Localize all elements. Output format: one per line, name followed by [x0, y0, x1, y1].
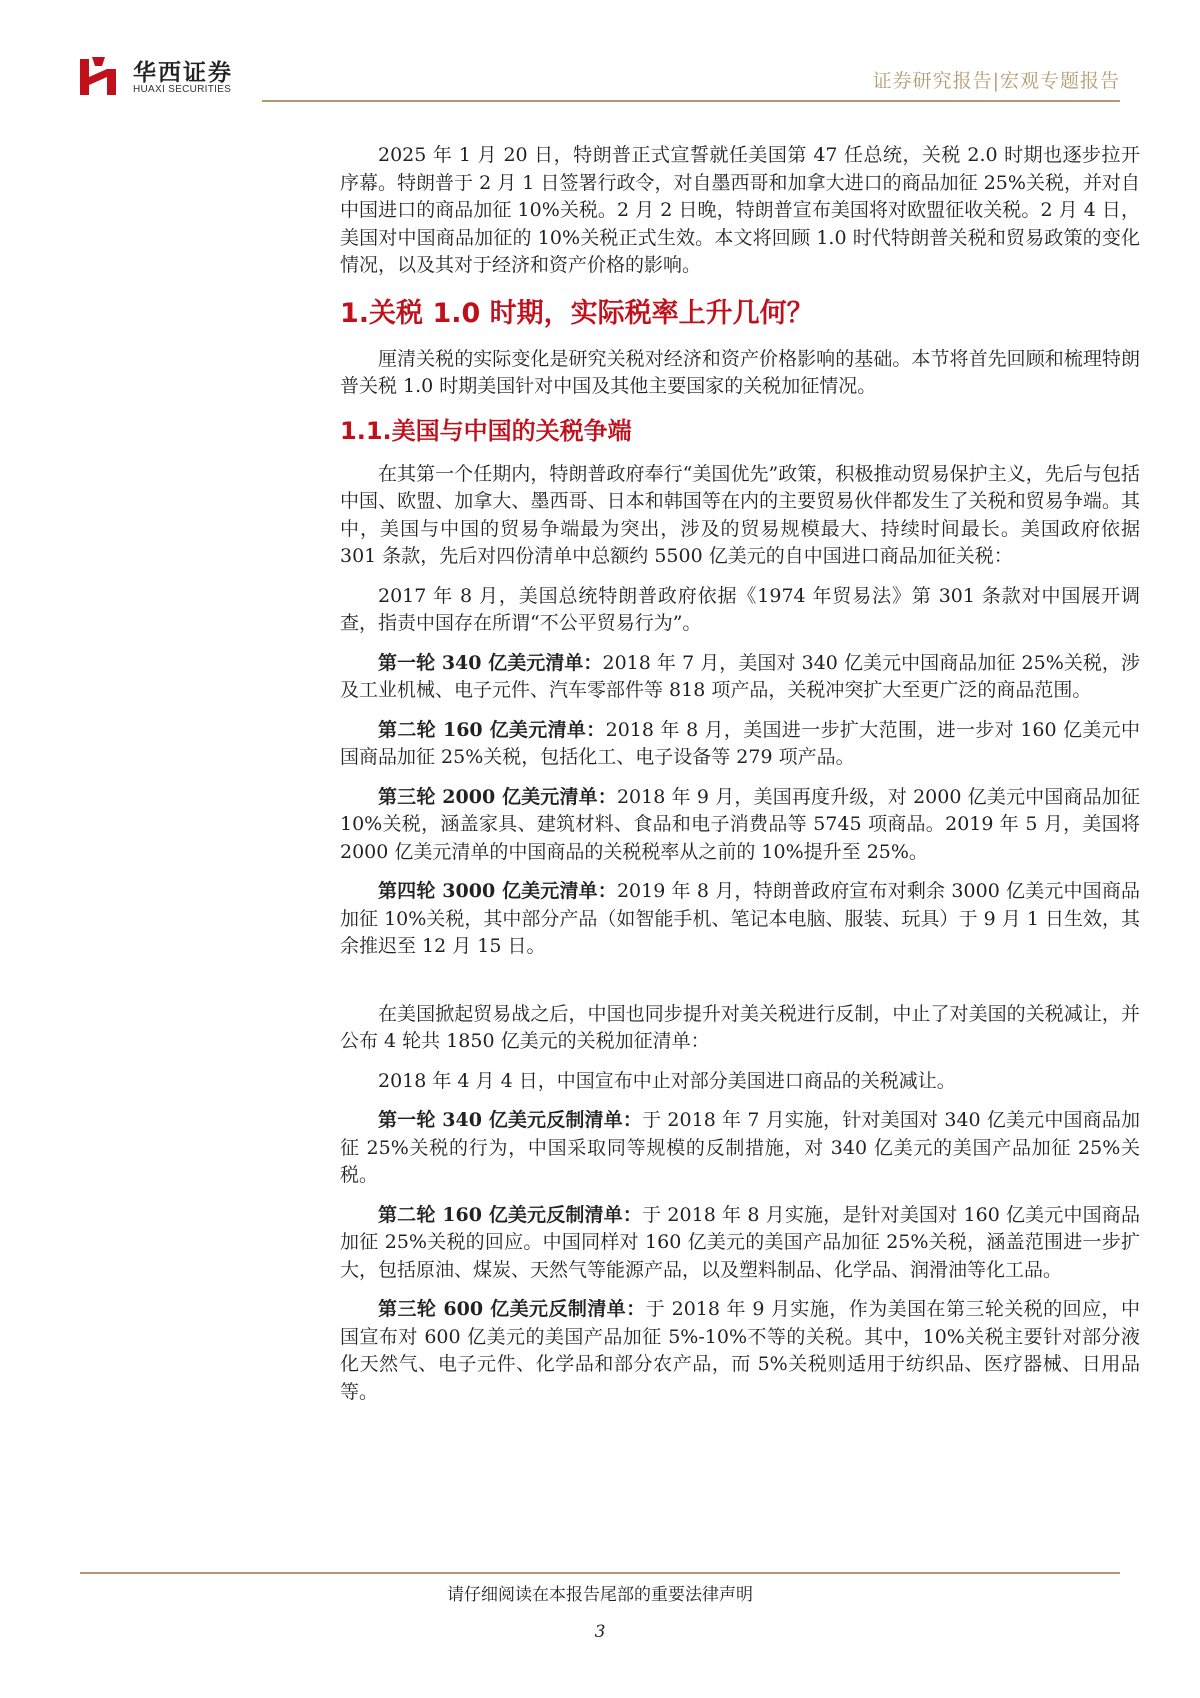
- us-round-3-text: 2018 年 9 月，美国再度升级，对 2000 亿美元中国商品加征 10%关税，涵盖家具、建筑材料、食品和电子消费品等 5745 项商品。2019 年 5 月，美国将 2000 亿美元清单的中国商品的关税税率从之前的 10%提升至 25%。: [340, 785, 1140, 863]
- legal-notice: 请仔细阅读在本报告尾部的重要法律声明: [447, 1585, 753, 1605]
- paragraph-2017: 2017 年 8 月，美国总统特朗普政府依据《1974 年贸易法》第 301 条款对中国展开调查，指责中国存在所谓“不公平贸易行为”。: [340, 584, 1140, 634]
- huaxi-logo-icon: [78, 55, 118, 97]
- cn-round-2-lead: 第二轮 160 亿美元反制清单：: [378, 1203, 643, 1226]
- cn-round-2-text: 于 2018 年 8 月实施，是针对美国对 160 亿美元中国商品加征 25%关税的回应。中国同样对 160 亿美元的美国产品加征 25%关税，涵盖范围进一步扩大，包括原油、煤炭、天然气等能源产品，以及塑料制品、化学品、润滑油等化工品。: [340, 1203, 1140, 1281]
- us-round-1: [340, 650, 1140, 705]
- report-body: [340, 142, 1140, 1406]
- report-type: 证券研究报告|宏观专题报告: [872, 70, 1120, 92]
- cn-round-1-lead: 第一轮 340 亿美元反制清单：: [378, 1109, 643, 1131]
- us-round-2-lead: 第二轮 160 亿美元清单：: [378, 718, 606, 741]
- us-round-1-lead: 第一轮 340 亿美元清单：: [378, 651, 603, 674]
- brand-name-cn: 华西证券: [133, 60, 233, 86]
- us-round-4: [340, 878, 1140, 961]
- us-round-1-text: 2018 年 7 月，美国对 340 亿美元中国商品加征 25%关税，涉及工业机械、电子元件、汽车零部件等 818 项产品，关税冲突扩大至更广泛的商品范围。: [340, 651, 1140, 701]
- brand-name-en: HUAXI SECURITIES: [133, 84, 232, 95]
- cn-round-2: [340, 1202, 1140, 1285]
- section-heading-1: 1.关税 1.0 时期，实际税率上升几何？: [340, 297, 814, 329]
- intro-paragraph: 2025 年 1 月 20 日，特朗普正式宣誓就任美国第 47 任总统，关税 2.0 时期也逐步拉开序幕。特朗普于 2 月 1 日签署行政令，对自墨西哥和加拿大进口的商品加征 25%关税，并对自中国进口的商品加征 10%关税。2 月 2 日晚，特朗普宣布美国将对欧盟征收关税。2 月 4 日，美国对中国商品加征的 10%关税正式生效。本文将回顾 1.0 时代特朗普关税和贸易政策的变化情况，以及其对于经济和资产价格的影响。: [340, 144, 1140, 276]
- cn-round-3-lead: 第三轮 600 亿美元反制清单：: [378, 1298, 646, 1320]
- us-round-3-lead: 第三轮 2000 亿美元清单：: [378, 785, 617, 808]
- subsection-paragraph: 在其第一个任期内，特朗普政府奉行“美国优先”政策，积极推动贸易保护主义，先后与包括中国、欧盟、加拿大、墨西哥、日本和韩国等在内的主要贸易伙伴都发生了关税和贸易争端。其中，美国与中国的贸易争端最为突出，涉及的贸易规模最大、持续时间最长。美国政府依据 301 条款，先后对四份清单中总额约 5500 亿美元的自中国进口商品加征关税：: [340, 462, 1140, 567]
- cn-round-1-text: 于 2018 年 7 月实施，针对美国对 340 亿美元中国商品加征 25%关税的行为，中国采取同等规模的反制措施，对 340 亿美元的美国产品加征 25%关税。: [340, 1109, 1140, 1186]
- cn-round-3: [340, 1296, 1140, 1406]
- paragraph-2018: 2018 年 4 月 4 日，中国宣布中止对部分美国进口商品的关税减让。: [378, 1069, 956, 1092]
- section-1-paragraph: 厘清关税的实际变化是研究关税对经济和资产价格影响的基础。本节将首先回顾和梳理特朗普关税 1.0 时期美国针对中国及其他主要国家的关税加征情况。: [340, 347, 1140, 397]
- page-number: 3: [594, 1622, 606, 1642]
- us-round-4-text: 2019 年 8 月，特朗普政府宣布对剩余 3000 亿美元中国商品加征 10%关税，其中部分产品（如智能手机、笔记本电脑、服装、玩具）于 9 月 1 日生效，其余推迟至 12 月 15 日。: [340, 880, 1140, 957]
- china-response-paragraph: 在美国掀起贸易战之后，中国也同步提升对美关税进行反制，中止了对美国的关税减让，并公布 4 轮共 1850 亿美元的关税加征清单：: [340, 1002, 1140, 1052]
- footer-divider: [80, 1572, 1120, 1574]
- us-round-2: [340, 717, 1140, 772]
- us-round-2-text: 2018 年 8 月，美国进一步扩大范围，进一步对 160 亿美元中国商品加征 25%关税，包括化工、电子设备等 279 项产品。: [340, 718, 1140, 768]
- header-divider: [262, 100, 1120, 102]
- cn-round-1: [340, 1107, 1140, 1190]
- us-round-4-lead: 第四轮 3000 亿美元清单：: [378, 880, 617, 902]
- page-header: [0, 0, 1200, 108]
- subsection-heading-1-1: 1.1.美国与中国的关税争端: [340, 416, 632, 445]
- cn-round-3-text: 于 2018 年 9 月实施，作为美国在第三轮关税的回应，中国宣布对 600 亿美元的美国产品加征 5%-10%不等的关税。其中，10%关税主要针对部分液化天然气、电子元件、化学品和部分农产品，而 5%关税则适用于纺织品、医疗器械、日用品等。: [340, 1298, 1140, 1403]
- us-round-3: [340, 784, 1140, 867]
